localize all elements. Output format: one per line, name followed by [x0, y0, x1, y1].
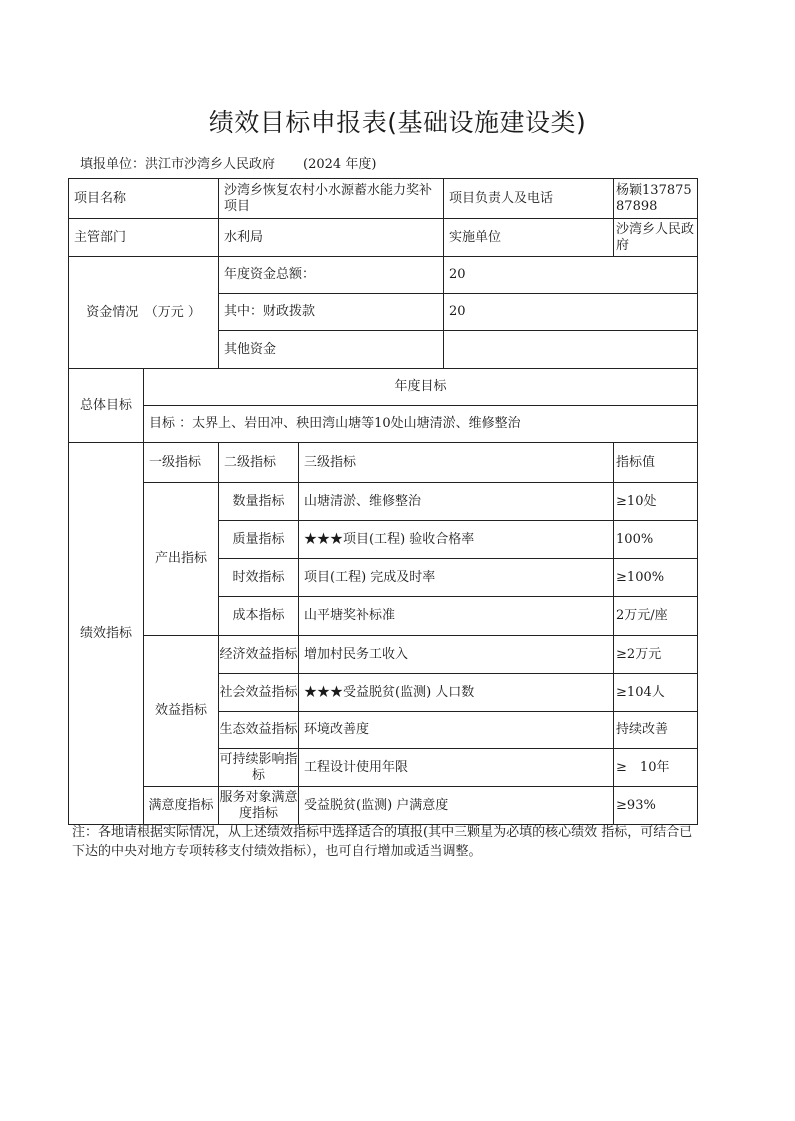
funds-total-label: 年度资金总额： — [219, 257, 444, 294]
output-value: 2万元/座 — [614, 597, 698, 636]
table-row — [69, 787, 698, 825]
header-level2: 二级指标 — [219, 443, 299, 483]
table-row — [69, 179, 698, 219]
output-value: ≥100% — [614, 559, 698, 597]
dept-label: 主管部门 — [69, 219, 219, 257]
output-l3: ★★★项目(工程) 验收合格率 — [299, 521, 614, 559]
benefit-l3: 工程设计使用年限 — [299, 749, 614, 787]
header-value: 指标值 — [614, 443, 698, 483]
table-row — [69, 369, 698, 406]
benefit-l3: 环境改善度 — [299, 712, 614, 749]
report-year: (2024 年度) — [303, 157, 377, 172]
page-title: 绩效目标申报表(基础设施建设类) — [208, 108, 587, 137]
table-row — [69, 483, 698, 521]
satisfaction-value: ≥93% — [614, 787, 698, 825]
benefit-l2: 生态效益指标 — [219, 712, 299, 749]
annual-goal-label: 年度目标 — [144, 369, 698, 406]
table-row — [69, 443, 698, 483]
impl-value: 沙湾乡人民政府 — [614, 219, 698, 257]
benefit-l2: 可持续影响指标 — [219, 749, 299, 787]
benefit-value: ≥104人 — [614, 674, 698, 712]
output-l2: 数量指标 — [219, 483, 299, 521]
filler-info — [80, 153, 376, 172]
funds-other-label: 其他资金 — [219, 331, 444, 369]
header-level3: 三级指标 — [299, 443, 614, 483]
output-l3: 山塘清淤、维修整治 — [299, 483, 614, 521]
benefit-value: ≥2万元 — [614, 636, 698, 674]
output-l2: 成本指标 — [219, 597, 299, 636]
goal-label: 总体目标 — [69, 369, 144, 443]
header-level1: 一级指标 — [144, 443, 219, 483]
filler-unit-label: 填报单位： — [80, 157, 146, 172]
funds-other-value — [444, 331, 698, 369]
output-l3: 山平塘奖补标准 — [299, 597, 614, 636]
funds-total-value: 20 — [444, 257, 698, 294]
dept-value: 水利局 — [219, 219, 444, 257]
funds-fiscal-value: 20 — [444, 294, 698, 331]
satisfaction-l2: 服务对象满意度指标 — [219, 787, 299, 825]
table-row — [69, 406, 698, 443]
satisfaction-label: 满意度指标 — [144, 787, 219, 825]
table-row — [69, 257, 698, 294]
contact-label: 项目负责人及电话 — [444, 179, 614, 219]
benefit-l3: ★★★受益脱贫(监测) 人口数 — [299, 674, 614, 712]
contact-value: 杨颖13787587898 — [614, 179, 698, 219]
benefit-value: ≥ 10年 — [614, 749, 698, 787]
benefit-l2: 经济效益指标 — [219, 636, 299, 674]
performance-table — [68, 178, 698, 825]
footnote: 注：各地请根据实际情况，从上述绩效指标中选择适合的填报(其中三颗星为必填的核心绩效 指标，可结合已下达的中央对地方专项转移支付绩效指标），也可自行增加或适当调整。 — [72, 825, 693, 859]
output-l3: 项目(工程) 完成及时率 — [299, 559, 614, 597]
table-row — [69, 219, 698, 257]
benefit-l2: 社会效益指标 — [219, 674, 299, 712]
satisfaction-l3: 受益脱贫(监测) 户满意度 — [299, 787, 614, 825]
output-l2: 质量指标 — [219, 521, 299, 559]
output-value: 100% — [614, 521, 698, 559]
output-value: ≥10处 — [614, 483, 698, 521]
output-label: 产出指标 — [144, 483, 219, 636]
table-row — [69, 636, 698, 674]
filler-unit: 洪江市沙湾乡人民政府 — [145, 157, 276, 172]
funds-label: 资金情况 （万元 ） — [69, 257, 219, 369]
project-name-label: 项目名称 — [69, 179, 219, 219]
output-l2: 时效指标 — [219, 559, 299, 597]
project-name: 沙湾乡恢复农村小水源蓄水能力奖补项目 — [219, 179, 444, 219]
goal-text: 目标 ：太界上、岩田冲、秧田湾山塘等10处山塘清淤、维修整治 — [144, 406, 698, 443]
benefit-label: 效益指标 — [144, 636, 219, 787]
benefit-l3: 增加村民务工收入 — [299, 636, 614, 674]
funds-fiscal-label: 其中：财政拨款 — [219, 294, 444, 331]
indicators-label: 绩效指标 — [69, 443, 144, 825]
impl-label: 实施单位 — [444, 219, 614, 257]
benefit-value: 持续改善 — [614, 712, 698, 749]
